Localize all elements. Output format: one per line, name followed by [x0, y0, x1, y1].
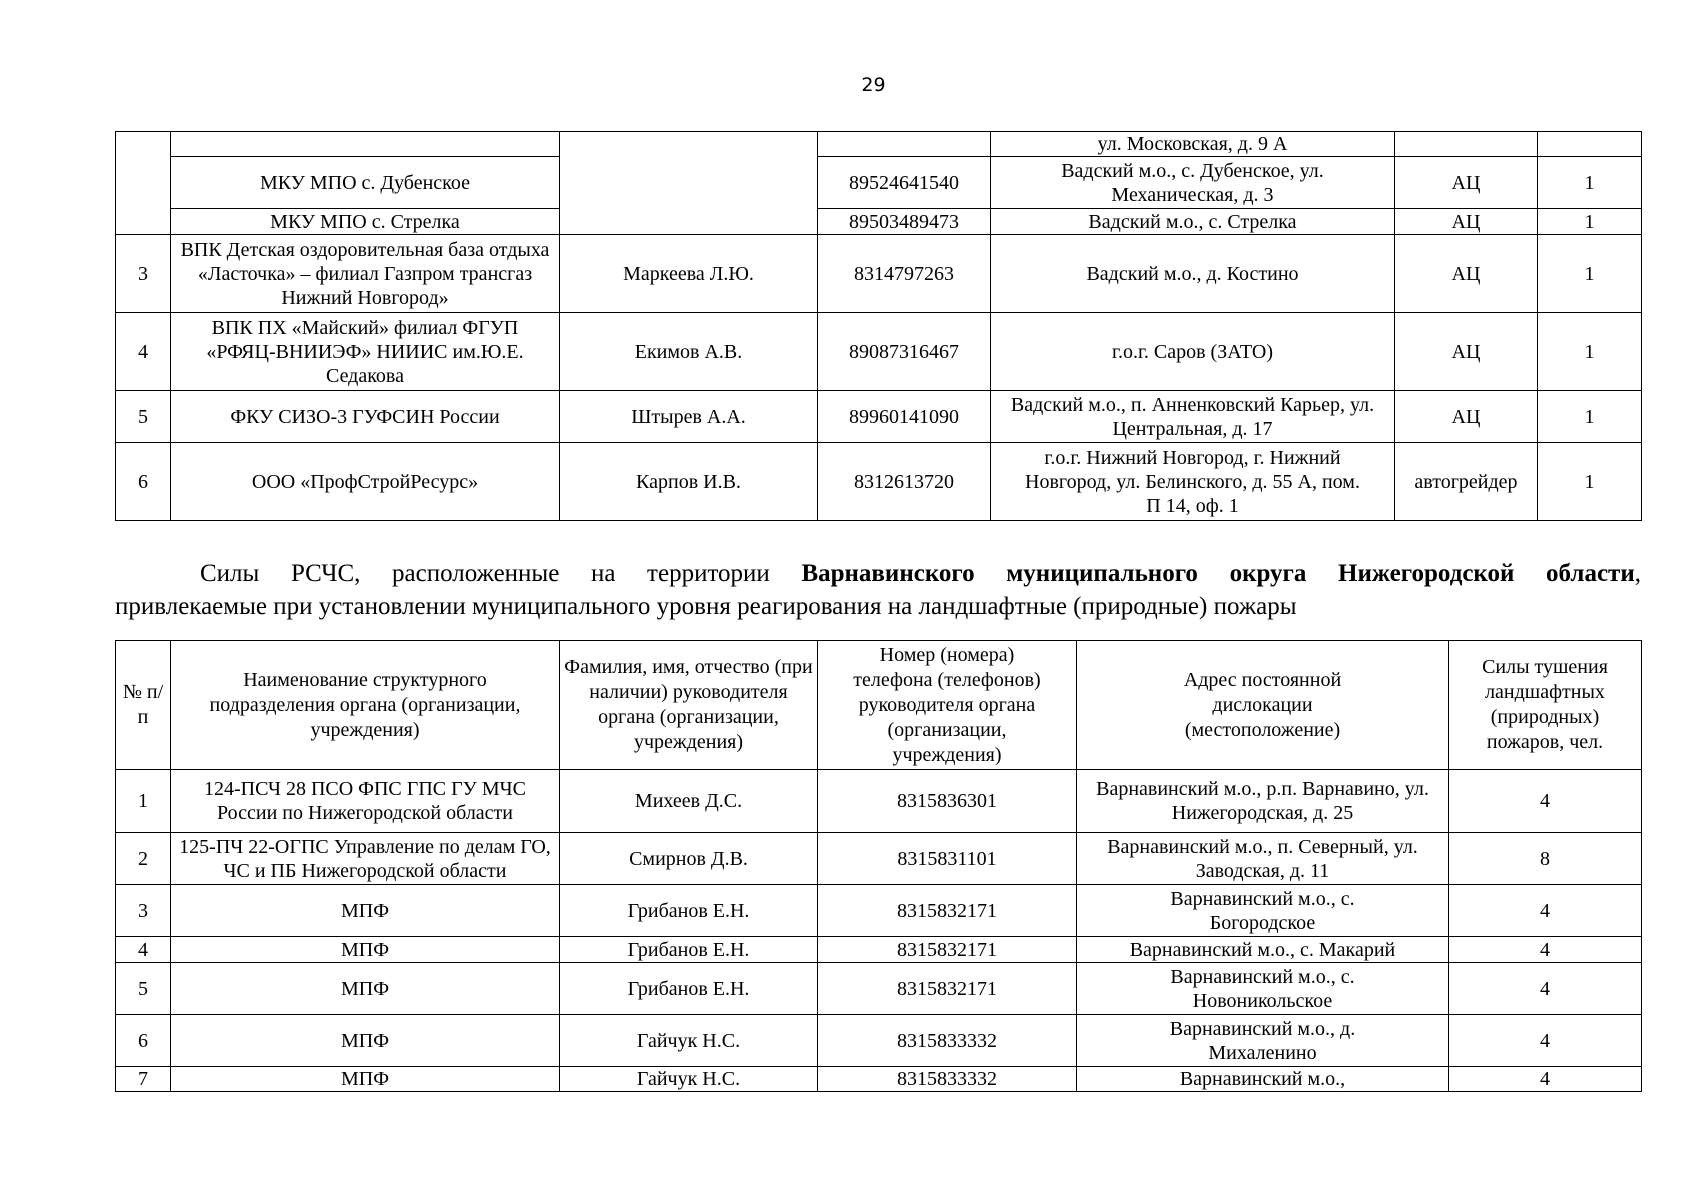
address-cell: Варнавинский м.о., р.п. Варнавино, ул. Нижегородская, д. 25: [1077, 770, 1449, 833]
phone-cell: [818, 132, 991, 157]
forces-cell: 4: [1449, 1015, 1642, 1067]
equipment-cell: АЦ: [1395, 313, 1538, 391]
page-number: 29: [861, 74, 886, 96]
row-number-cell: 7: [116, 1067, 171, 1092]
head-cell: Грибанов Е.Н.: [560, 937, 818, 963]
row-number-cell: 3: [116, 235, 171, 313]
forces-table: [115, 640, 1642, 1092]
address-cell: Вадский м.о., д. Костино: [991, 235, 1395, 313]
heading-line2: привлекаемые при установлении муниципального уровня реагирования на ландшафтные (природные) пожары: [115, 593, 1297, 620]
phone-cell: 8315831101: [818, 833, 1077, 885]
equipment-cell: АЦ: [1395, 235, 1538, 313]
phone-cell: 8314797263: [818, 235, 991, 313]
table-row: [116, 443, 1642, 521]
count-cell: 1: [1538, 313, 1642, 391]
count-cell: [1538, 132, 1642, 157]
head-cell: Штырев А.А.: [560, 391, 818, 443]
org-cell: МПФ: [171, 1067, 560, 1092]
table-row: [116, 1015, 1642, 1067]
org-cell: МКУ МПО с. Дубенское: [171, 157, 560, 209]
phone-cell: 8315832171: [818, 963, 1077, 1015]
address-cell: Вадский м.о., п. Анненковский Карьер, ул. Центральная, д. 17: [991, 391, 1395, 443]
row-number-cell: 5: [116, 963, 171, 1015]
table-row: [116, 235, 1642, 313]
header-org: Наименование структурного подразделения органа (организации, учреждения): [171, 641, 560, 770]
org-cell: 125-ПЧ 22-ОГПС Управление по делам ГО, ЧС и ПБ Нижегородской области: [171, 833, 560, 885]
table-row: [116, 313, 1642, 391]
head-cell: Екимов А.В.: [560, 313, 818, 391]
table-row: [116, 833, 1642, 885]
continuation-table: [115, 131, 1642, 521]
head-cell: Карпов И.В.: [560, 443, 818, 521]
org-cell: МКУ МПО с. Стрелка: [171, 209, 560, 235]
forces-cell: 4: [1449, 937, 1642, 963]
head-cell: Гайчук Н.С.: [560, 1015, 818, 1067]
forces-cell: 4: [1449, 1067, 1642, 1092]
head-cell: Грибанов Е.Н.: [560, 885, 818, 937]
address-cell: Варнавинский м.о.,: [1077, 1067, 1449, 1092]
header-head: Фамилия, имя, отчество (при наличии) руководителя органа (организации, учреждения): [560, 641, 818, 770]
equipment-cell: АЦ: [1395, 391, 1538, 443]
head-cell: [560, 132, 818, 235]
row-number-cell: 6: [116, 1015, 171, 1067]
forces-cell: 4: [1449, 770, 1642, 833]
org-cell: [171, 132, 560, 157]
row-number-cell: 3: [116, 885, 171, 937]
row-number-cell: 6: [116, 443, 171, 521]
row-number-cell: 4: [116, 937, 171, 963]
count-cell: 1: [1538, 443, 1642, 521]
equipment-cell: автогрейдер: [1395, 443, 1538, 521]
phone-cell: 8312613720: [818, 443, 991, 521]
heading-bold-text: Варнавинского муниципального округа Нижегородской области: [801, 560, 1635, 587]
phone-cell: 8315836301: [818, 770, 1077, 833]
address-cell: г.о.г. Нижний Новгород, г. Нижний Новгород, ул. Белинского, д. 55 А, пом. П 14, оф. 1: [991, 443, 1395, 521]
head-cell: Маркеева Л.Ю.: [560, 235, 818, 313]
phone-cell: 8315833332: [818, 1015, 1077, 1067]
table-header-row: [116, 641, 1642, 770]
equipment-cell: АЦ: [1395, 209, 1538, 235]
head-cell: Гайчук Н.С.: [560, 1067, 818, 1092]
phone-cell: 8315833332: [818, 1067, 1077, 1092]
phone-cell: 89524641540: [818, 157, 991, 209]
row-number-cell: 5: [116, 391, 171, 443]
table-row: [116, 885, 1642, 937]
heading-comma: ,: [1634, 560, 1641, 587]
table-row: [116, 157, 1642, 209]
address-cell: Вадский м.о., с. Дубенское, ул. Механическая, д. 3: [991, 157, 1395, 209]
heading-text: Силы РСЧС, расположенные на территории: [200, 560, 802, 587]
head-cell: Смирнов Д.В.: [560, 833, 818, 885]
address-cell: Варнавинский м.о., д. Михаленино: [1077, 1015, 1449, 1067]
header-num: № п/п: [116, 641, 171, 770]
head-cell: Михеев Д.С.: [560, 770, 818, 833]
forces-cell: 4: [1449, 963, 1642, 1015]
equipment-cell: [1395, 132, 1538, 157]
table-row: [116, 1067, 1642, 1092]
org-cell: ВПК ПХ «Майский» филиал ФГУП «РФЯЦ-ВНИИЭФ» НИИИС им.Ю.Е. Седакова: [171, 313, 560, 391]
row-number-cell: 1: [116, 770, 171, 833]
phone-cell: 8315832171: [818, 937, 1077, 963]
org-cell: ООО «ПрофСтройРесурс»: [171, 443, 560, 521]
section-heading: [115, 557, 1641, 623]
org-cell: МПФ: [171, 885, 560, 937]
table-row: [116, 937, 1642, 963]
table-row: [116, 391, 1642, 443]
address-cell: г.о.г. Саров (ЗАТО): [991, 313, 1395, 391]
address-cell: ул. Московская, д. 9 А: [991, 132, 1395, 157]
phone-cell: 8315832171: [818, 885, 1077, 937]
phone-cell: 89503489473: [818, 209, 991, 235]
org-cell: 124-ПСЧ 28 ПСО ФПС ГПС ГУ МЧС России по Нижегородской области: [171, 770, 560, 833]
row-number-cell: 2: [116, 833, 171, 885]
forces-cell: 8: [1449, 833, 1642, 885]
address-cell: Вадский м.о., с. Стрелка: [991, 209, 1395, 235]
org-cell: МПФ: [171, 963, 560, 1015]
org-cell: ВПК Детская оздоровительная база отдыха «Ласточка» – филиал Газпром трансгаз Нижний Новгород»: [171, 235, 560, 313]
head-cell: Грибанов Е.Н.: [560, 963, 818, 1015]
address-cell: Варнавинский м.о., п. Северный, ул. Заводская, д. 11: [1077, 833, 1449, 885]
forces-cell: 4: [1449, 885, 1642, 937]
header-phone: Номер (номера) телефона (телефонов) руководителя органа (организации, учреждения): [818, 641, 1077, 770]
phone-cell: 89087316467: [818, 313, 991, 391]
header-address: Адрес постоянной дислокации (местоположение): [1077, 641, 1449, 770]
count-cell: 1: [1538, 209, 1642, 235]
header-forces: Силы тушения ландшафтных (природных) пожаров, чел.: [1449, 641, 1642, 770]
org-cell: МПФ: [171, 1015, 560, 1067]
count-cell: 1: [1538, 235, 1642, 313]
phone-cell: 89960141090: [818, 391, 991, 443]
row-number-cell: 4: [116, 313, 171, 391]
org-cell: ФКУ СИЗО-3 ГУФСИН России: [171, 391, 560, 443]
table-row: [116, 963, 1642, 1015]
address-cell: Варнавинский м.о., с. Новоникольское: [1077, 963, 1449, 1015]
equipment-cell: АЦ: [1395, 157, 1538, 209]
org-cell: МПФ: [171, 937, 560, 963]
row-number-cell: [116, 132, 171, 235]
count-cell: 1: [1538, 157, 1642, 209]
count-cell: 1: [1538, 391, 1642, 443]
table-row: [116, 770, 1642, 833]
table-row: [116, 132, 1642, 157]
address-cell: Варнавинский м.о., с. Макарий: [1077, 937, 1449, 963]
table-row: [116, 209, 1642, 235]
address-cell: Варнавинский м.о., с. Богородское: [1077, 885, 1449, 937]
